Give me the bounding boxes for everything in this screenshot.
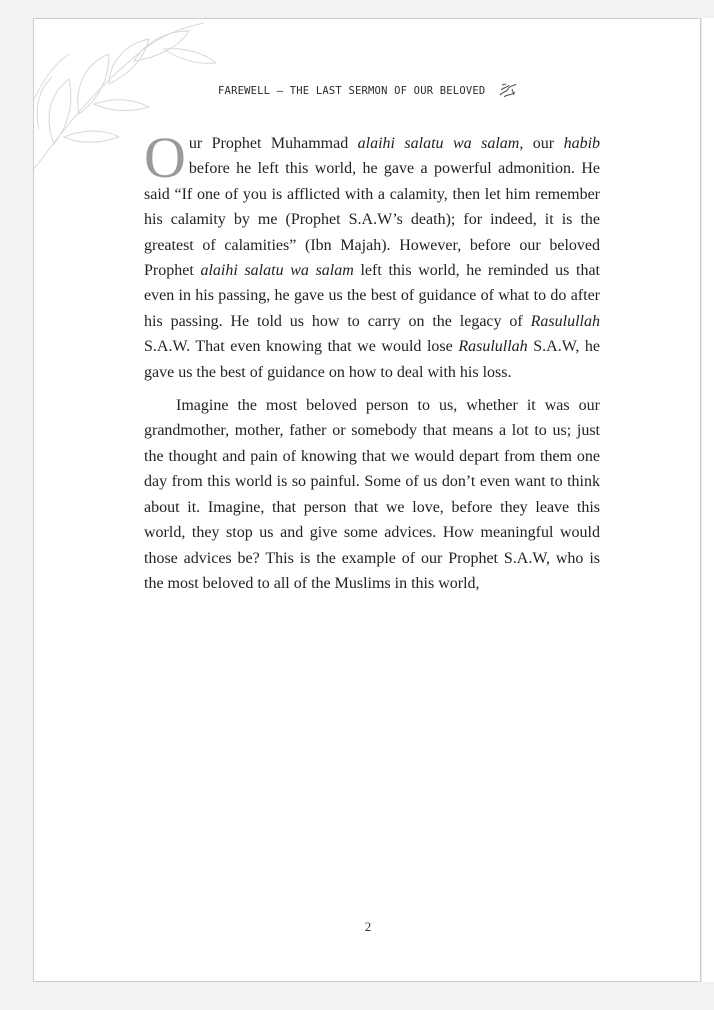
text-run: , our: [519, 135, 564, 152]
salawat-calligraphy-icon: [498, 81, 518, 99]
paragraph-1: [144, 125, 601, 385]
text-run: before he left this world, he gave a powerful admonition. He said “If one of you is afflicted with a calamity, then let him remember his calamity by me (Prophet S.A.W’s death); for indeed, it is the greatest of calamities” (Ibn Majah). However, before our beloved Prophet: [144, 160, 600, 280]
text-run: ur Prophet Muhammad: [188, 135, 358, 152]
page-number: 2: [364, 919, 372, 934]
running-title: FAREWELL – THE LAST SERMON OF OUR BELOVED: [218, 85, 486, 97]
book-page: [33, 18, 701, 982]
running-header: [34, 81, 702, 99]
paragraph-2: Imagine the most beloved person to us, whether it was our grandmother, mother, father or somebody that means a lot to us; just the thought and pain of knowing that we would depart from them one day from this world is so painful. Some of us don’t even want to think about it. Imagine, that person that we love, before they leave this world, they stop us and give some advices. How meaningful would those advices be? This is the example of our Prophet S.A.W, who is the most beloved to all of the Muslims in this world,: [144, 397, 600, 592]
drop-cap: O: [144, 125, 186, 190]
text-run: S.A.W, he gave us the best of guidance on how to deal with his loss.: [144, 338, 601, 381]
italic-term: alaihi salatu wa salam: [200, 262, 354, 280]
adjacent-page-edge: [701, 18, 714, 982]
body-text: [144, 125, 601, 596]
text-run: left this world, he reminded us that even in his passing, he gave us the best of guidance of what to do after his passing. He told us how to carry on the legacy of: [144, 262, 600, 330]
italic-term: Rasulullah: [458, 338, 528, 356]
italic-term: Rasulullah: [530, 312, 600, 330]
text-run: S.A.W. That even knowing that we would lose: [144, 338, 459, 356]
italic-term: habib: [563, 135, 601, 152]
italic-term: alaihi salatu wa salam: [357, 135, 520, 152]
